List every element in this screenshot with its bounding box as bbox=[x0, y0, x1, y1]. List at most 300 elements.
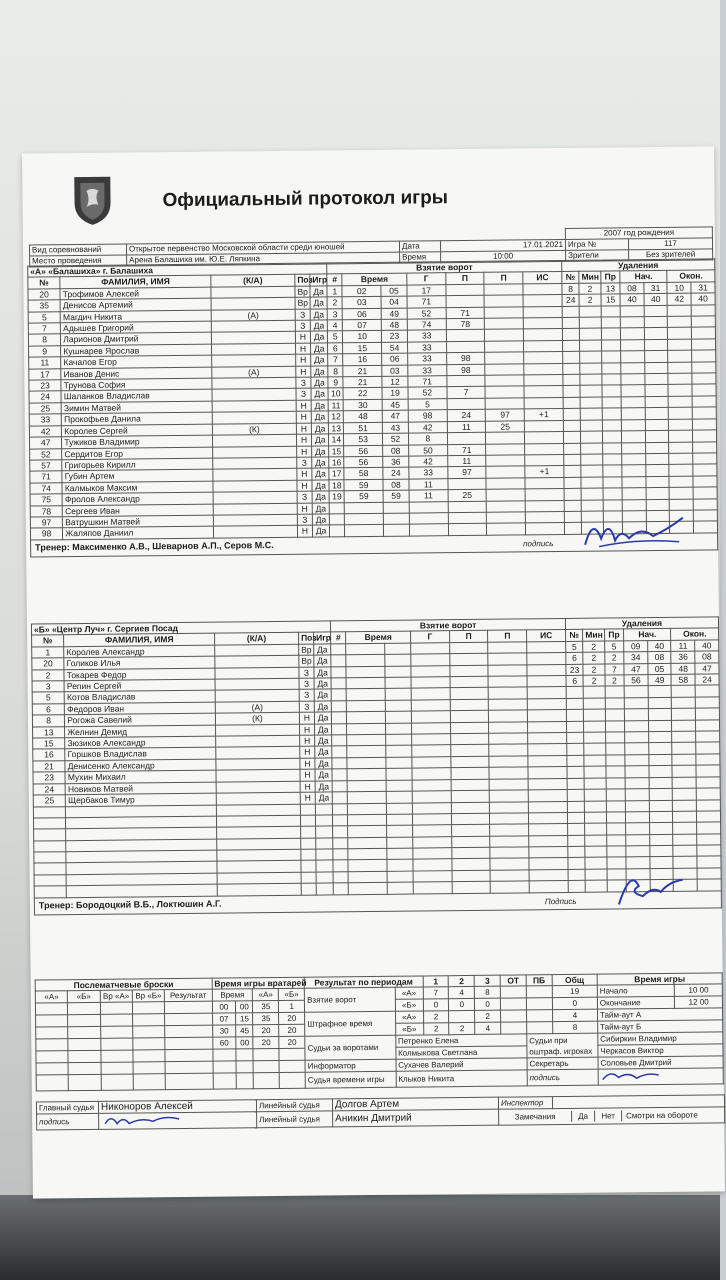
goal-minute: 53 bbox=[344, 433, 383, 445]
pen-reason bbox=[605, 743, 624, 755]
goal-number bbox=[331, 655, 346, 667]
pen-minutes bbox=[579, 317, 601, 329]
pen-reason bbox=[605, 732, 624, 744]
goal-assist-1 bbox=[450, 676, 489, 688]
head-ref-signature-mark bbox=[101, 1113, 181, 1126]
pen-start-sec bbox=[644, 339, 668, 351]
goal-judge-1: Петренко Елена bbox=[395, 1034, 526, 1047]
goal-assist-2: 97 bbox=[486, 409, 525, 421]
col-assist-2: П bbox=[484, 272, 523, 284]
pen-reason bbox=[605, 686, 624, 698]
goals-team-a-label: «А» bbox=[395, 987, 423, 999]
goal-situation bbox=[524, 340, 563, 352]
goal-assist-1 bbox=[446, 341, 485, 353]
goal-assist-1 bbox=[448, 524, 487, 536]
pen-minutes bbox=[585, 869, 607, 881]
end-value: 12 00 bbox=[675, 996, 723, 1008]
goal-number bbox=[331, 644, 346, 656]
goal-situation bbox=[528, 721, 567, 733]
informer-value: Сухачев Валерий bbox=[396, 1058, 527, 1071]
pen-start-sec bbox=[646, 487, 670, 499]
venue-label: Место проведения bbox=[30, 255, 127, 267]
pen-start-min bbox=[621, 396, 645, 408]
goal-assist-2 bbox=[485, 307, 524, 319]
goal-second bbox=[386, 757, 412, 769]
goal-number bbox=[332, 769, 347, 781]
col-goal-number: # bbox=[331, 632, 346, 644]
period-1-header: 1 bbox=[423, 976, 449, 988]
start-value: 10 00 bbox=[675, 984, 723, 996]
pen-minutes bbox=[581, 477, 603, 489]
pen-player bbox=[563, 431, 580, 443]
player-number: 5 bbox=[28, 311, 60, 323]
team-b-table bbox=[31, 616, 722, 898]
pen-start-min bbox=[625, 720, 649, 732]
pen-player bbox=[567, 801, 584, 813]
goals-a-p3: 8 bbox=[475, 987, 501, 999]
pen-reason bbox=[601, 340, 620, 352]
summary-section bbox=[35, 972, 725, 1131]
goal-situation bbox=[525, 477, 564, 489]
goal-assist-2 bbox=[486, 489, 525, 501]
col-played: Игр bbox=[310, 274, 327, 286]
player-role bbox=[213, 514, 297, 526]
pen-start-sec bbox=[645, 373, 669, 385]
pen-minutes bbox=[584, 709, 606, 721]
goal-minute: 16 bbox=[343, 354, 382, 366]
goals-b-p1: 0 bbox=[423, 999, 449, 1011]
player-number: 24 bbox=[33, 783, 65, 795]
player-name: Ларионов Дмитрий bbox=[61, 333, 212, 346]
goal-minute bbox=[345, 525, 384, 537]
pen-end-sec bbox=[694, 521, 718, 533]
goal-number bbox=[331, 666, 346, 678]
goal-situation bbox=[529, 858, 568, 870]
team-b-title: «Б» «Центр Луч» г. Сергиев Посад bbox=[31, 621, 330, 636]
goal-assist-1: 98 bbox=[446, 353, 485, 365]
player-number: 15 bbox=[33, 738, 65, 750]
col-pen-start: Нач. bbox=[624, 629, 671, 641]
goal-situation bbox=[523, 318, 562, 330]
player-played: Да bbox=[315, 758, 332, 770]
pen-start-sec bbox=[649, 800, 673, 812]
player-position: Н bbox=[296, 423, 311, 435]
team-a-sign-label: подпись bbox=[523, 538, 554, 549]
pen-end-sec bbox=[692, 339, 716, 351]
goal-second bbox=[387, 871, 413, 883]
player-position bbox=[301, 849, 316, 861]
player-played: Да bbox=[312, 457, 329, 469]
pen-player bbox=[563, 374, 580, 386]
pen-end-min: 42 bbox=[667, 293, 691, 305]
goal-minute bbox=[348, 871, 387, 883]
goal-scorer bbox=[409, 513, 448, 525]
player-number bbox=[33, 806, 65, 818]
goal-minute bbox=[348, 860, 387, 872]
goal-minute: 58 bbox=[344, 468, 383, 480]
pen-minutes bbox=[584, 732, 606, 744]
player-played bbox=[316, 883, 333, 895]
goal-assist-2 bbox=[485, 341, 524, 353]
goal-second: 52 bbox=[383, 433, 409, 445]
goal-scorer bbox=[413, 848, 452, 860]
pen-start-min bbox=[622, 454, 646, 466]
date-label: Дата bbox=[399, 241, 440, 252]
pen-start-min bbox=[621, 328, 645, 340]
goal-number bbox=[330, 525, 345, 537]
goal-minute bbox=[346, 677, 385, 689]
team-b-penalties-title: Удаления bbox=[565, 617, 718, 630]
pen-end-sec: 08 bbox=[695, 651, 719, 663]
pen-end-sec bbox=[693, 510, 717, 522]
col-name: ФАМИЛИЯ, ИМЯ bbox=[60, 276, 211, 289]
player-role bbox=[216, 770, 300, 782]
pen-reason: 15 bbox=[601, 294, 620, 306]
player-number: 71 bbox=[30, 471, 62, 483]
player-name: Рогожа Савелий bbox=[65, 713, 216, 726]
player-role: (К) bbox=[212, 423, 296, 435]
player-number: 11 bbox=[29, 357, 61, 369]
goal-assist-1: 71 bbox=[446, 307, 485, 319]
col-pen-end: Окон. bbox=[667, 270, 715, 282]
pen-minutes bbox=[581, 465, 603, 477]
goalie-row-3-b: 20 bbox=[279, 1025, 305, 1037]
player-played: Да bbox=[314, 701, 331, 713]
goal-number: 12 bbox=[329, 411, 344, 423]
pen-start-min bbox=[624, 697, 648, 709]
player-number: 8 bbox=[32, 715, 64, 727]
pim-a-total: 4 bbox=[552, 1010, 597, 1022]
goals-b-total: 0 bbox=[552, 998, 597, 1010]
goal-assist-2 bbox=[488, 664, 527, 676]
goal-second: 12 bbox=[382, 376, 408, 388]
player-played: Да bbox=[312, 468, 329, 480]
player-played: Да bbox=[314, 678, 331, 690]
pen-end-min bbox=[669, 419, 693, 431]
goal-number: 18 bbox=[329, 479, 344, 491]
pen-start-sec bbox=[645, 362, 669, 374]
goal-scorer: 33 bbox=[408, 353, 447, 365]
player-played: Да bbox=[311, 411, 328, 423]
goal-assist-1 bbox=[451, 825, 490, 837]
player-role bbox=[215, 644, 299, 656]
goal-number bbox=[332, 723, 347, 735]
game-label: Игра № bbox=[565, 239, 628, 251]
goal-assist-1 bbox=[451, 813, 490, 825]
pen-end-min bbox=[673, 777, 697, 789]
player-position: З bbox=[299, 678, 314, 690]
pen-minutes bbox=[585, 812, 607, 824]
pen-start-min: 40 bbox=[620, 294, 644, 306]
team-a-penalties-title: Удаления bbox=[562, 259, 715, 272]
pen-end-min: 48 bbox=[671, 663, 695, 675]
player-name bbox=[66, 884, 217, 897]
player-position: Н bbox=[297, 503, 312, 515]
pen-start-sec: 05 bbox=[648, 663, 672, 675]
player-number: 98 bbox=[30, 528, 62, 540]
goal-assist-2 bbox=[490, 870, 529, 882]
player-role bbox=[213, 469, 297, 481]
goal-assist-1 bbox=[448, 478, 487, 490]
pen-minutes bbox=[580, 329, 602, 341]
pen-start-sec bbox=[648, 686, 672, 698]
goal-scorer bbox=[412, 757, 451, 769]
goal-assist-1: 24 bbox=[447, 410, 486, 422]
goal-scorer bbox=[412, 734, 451, 746]
player-position: Н bbox=[297, 468, 312, 480]
goal-minute: 59 bbox=[344, 490, 383, 502]
goal-assist-2 bbox=[488, 642, 527, 654]
player-position bbox=[300, 815, 315, 827]
goal-number: 6 bbox=[328, 343, 343, 355]
goal-assist-1 bbox=[448, 512, 487, 524]
player-name: Королев Александр bbox=[64, 645, 215, 658]
goal-scorer: 71 bbox=[408, 376, 447, 388]
player-role bbox=[216, 758, 300, 770]
col-pen-number: № bbox=[566, 630, 583, 642]
overtime-header: ОТ bbox=[500, 975, 526, 987]
penalty-judge-2: Черкасов Виктор bbox=[598, 1044, 723, 1057]
player-position bbox=[301, 826, 316, 838]
pen-reason bbox=[605, 709, 624, 721]
pen-start-min: 56 bbox=[624, 675, 648, 687]
player-number: 5 bbox=[32, 692, 64, 704]
goalie-row-3-sec: 45 bbox=[236, 1025, 253, 1037]
pen-end-min: 10 bbox=[667, 282, 691, 294]
player-position: З bbox=[299, 701, 314, 713]
goal-minute bbox=[345, 513, 384, 525]
game-time-title: Время игры bbox=[597, 973, 722, 986]
player-number: 42 bbox=[29, 425, 61, 437]
pen-reason bbox=[602, 374, 621, 386]
pen-end-sec: 24 bbox=[695, 674, 719, 686]
goal-assist-1 bbox=[451, 756, 490, 768]
goals-b-so bbox=[526, 998, 552, 1010]
goal-situation bbox=[525, 432, 564, 444]
col-played: Игр bbox=[314, 632, 331, 644]
secretary-sign-label: подпись bbox=[527, 1070, 598, 1087]
goal-situation bbox=[529, 869, 568, 881]
player-played: Да bbox=[314, 644, 331, 656]
player-role bbox=[212, 343, 296, 355]
pen-start-min bbox=[625, 800, 649, 812]
summary-table bbox=[35, 972, 724, 1092]
goal-minute bbox=[347, 723, 386, 735]
informer-label: Информатор bbox=[305, 1060, 396, 1073]
pen-start-sec bbox=[645, 442, 669, 454]
player-role: (А) bbox=[211, 309, 295, 321]
goal-scorer bbox=[413, 836, 452, 848]
player-number: 17 bbox=[29, 368, 61, 380]
pim-a-p3: 2 bbox=[475, 1011, 501, 1023]
goal-number: 8 bbox=[328, 365, 343, 377]
see-back-label: Смотри на обороте bbox=[626, 1111, 698, 1121]
goal-scorer bbox=[412, 745, 451, 757]
pen-minutes bbox=[581, 454, 603, 466]
goal-minute bbox=[346, 655, 385, 667]
col-pen-reason: Пр bbox=[604, 629, 623, 641]
player-number: 20 bbox=[32, 658, 64, 670]
pen-end-min bbox=[669, 442, 693, 454]
goal-number: 4 bbox=[328, 320, 343, 332]
pen-end-min bbox=[673, 811, 697, 823]
goal-situation bbox=[525, 420, 564, 432]
goal-situation bbox=[524, 397, 563, 409]
pen-end-min bbox=[673, 845, 697, 857]
goal-situation bbox=[527, 687, 566, 699]
player-position: З bbox=[299, 667, 314, 679]
pim-a-p2 bbox=[449, 1011, 475, 1023]
player-role bbox=[213, 491, 297, 503]
penalty-judge-1: Сибиркин Владимир bbox=[598, 1032, 723, 1045]
goal-number bbox=[330, 514, 345, 526]
head-ref-signature bbox=[99, 1112, 257, 1130]
venue-value: Арена Балашиха им. Ю.Е. Ляпкина bbox=[127, 252, 400, 266]
player-role bbox=[216, 815, 300, 827]
pen-end-sec bbox=[696, 788, 720, 800]
player-name: Денисенко Александр bbox=[65, 759, 216, 772]
goals-row-label: Взятие ворот bbox=[304, 988, 395, 1013]
player-number bbox=[34, 875, 66, 887]
player-role bbox=[212, 377, 296, 389]
pen-minutes bbox=[583, 698, 605, 710]
goal-assist-1 bbox=[449, 642, 488, 654]
pen-start-sec bbox=[646, 465, 670, 477]
player-number: 16 bbox=[33, 749, 65, 761]
player-name: Прокофьев Данила bbox=[62, 412, 213, 425]
col-pen-minutes: Мин bbox=[583, 629, 605, 641]
competition-label: Вид соревнований bbox=[29, 244, 126, 256]
linesman-1-value: Долгов Артем bbox=[332, 1098, 498, 1112]
goal-second bbox=[387, 882, 413, 894]
player-position: Н bbox=[300, 769, 315, 781]
pen-end-min bbox=[673, 788, 697, 800]
player-played: Да bbox=[315, 746, 332, 758]
player-name: Новиков Матвей bbox=[65, 782, 216, 795]
pen-start-min bbox=[622, 442, 646, 454]
player-role bbox=[211, 286, 295, 298]
player-number: 9 bbox=[29, 346, 61, 358]
goal-second bbox=[386, 746, 412, 758]
player-role bbox=[216, 735, 300, 747]
goal-situation bbox=[525, 489, 564, 501]
period-3-header: 3 bbox=[474, 975, 500, 987]
goal-situation bbox=[524, 375, 563, 387]
pen-end-min bbox=[672, 686, 696, 698]
player-position: З bbox=[299, 690, 314, 702]
team-b-sign-label: Подпись bbox=[544, 896, 577, 906]
player-number bbox=[34, 852, 66, 864]
goal-second: 47 bbox=[382, 410, 408, 422]
goal-assist-1: 11 bbox=[447, 421, 486, 433]
player-name: Калмыков Максим bbox=[62, 481, 213, 494]
col-pen-start: Нач. bbox=[620, 271, 667, 283]
goal-second: 48 bbox=[381, 319, 407, 331]
pen-minutes bbox=[585, 823, 607, 835]
pen-end-min bbox=[668, 350, 692, 362]
goal-scorer bbox=[412, 814, 451, 826]
goal-assist-1 bbox=[450, 665, 489, 677]
goals-a-ot bbox=[500, 986, 526, 998]
player-role bbox=[217, 849, 301, 861]
pen-end-sec bbox=[697, 879, 721, 891]
goal-assist-2 bbox=[485, 364, 524, 376]
goal-second bbox=[387, 860, 413, 872]
pen-reason bbox=[602, 397, 621, 409]
pen-start-min: 34 bbox=[624, 652, 648, 664]
end-label: Окончание bbox=[597, 997, 675, 1010]
goal-minute: 59 bbox=[344, 479, 383, 491]
shootout-col-gk-b: Вр «Б» bbox=[132, 990, 164, 1002]
goal-second bbox=[383, 502, 409, 514]
pen-reason bbox=[601, 317, 620, 329]
goal-number: 14 bbox=[329, 434, 344, 446]
pen-start-min bbox=[621, 362, 645, 374]
goal-minute bbox=[348, 848, 387, 860]
goal-scorer bbox=[412, 825, 451, 837]
player-name: Мухин Михаил bbox=[65, 770, 216, 783]
player-role bbox=[213, 526, 297, 538]
shootout-col-result: Результат bbox=[164, 990, 212, 1002]
pen-start-sec bbox=[649, 788, 673, 800]
goal-assist-2 bbox=[484, 295, 523, 307]
player-position: З bbox=[296, 377, 311, 389]
goal-assist-1: 25 bbox=[448, 489, 487, 501]
goal-situation bbox=[524, 352, 563, 364]
player-number: 6 bbox=[32, 704, 64, 716]
goal-minute bbox=[346, 643, 385, 655]
team-a-title: «А» «Балашиха» г. Балашиха bbox=[28, 263, 327, 278]
goal-second bbox=[386, 768, 412, 780]
player-position: Н bbox=[295, 343, 310, 355]
goal-situation bbox=[527, 698, 566, 710]
pen-end-sec: 40 bbox=[695, 640, 719, 652]
goal-scorer bbox=[412, 779, 451, 791]
goal-second bbox=[386, 780, 412, 792]
player-role bbox=[213, 446, 297, 458]
player-name: Тужиков Владимир bbox=[62, 435, 213, 448]
goal-number bbox=[329, 502, 344, 514]
goal-scorer bbox=[413, 871, 452, 883]
goal-assist-2 bbox=[487, 500, 526, 512]
goalie-row-1-a: 35 bbox=[253, 1001, 279, 1013]
player-name: Григорьев Кирилл bbox=[62, 458, 213, 471]
goal-assist-1 bbox=[450, 722, 489, 734]
goalie-row-3-min: 30 bbox=[212, 1025, 236, 1037]
pen-end-sec bbox=[693, 453, 717, 465]
goal-scorer: 33 bbox=[408, 364, 447, 376]
goal-minute bbox=[347, 780, 386, 792]
pim-team-b-label: «Б» bbox=[395, 1023, 423, 1035]
goal-assist-2 bbox=[489, 710, 528, 722]
pen-player bbox=[563, 397, 580, 409]
pen-reason bbox=[603, 488, 622, 500]
player-name: Щербаков Тимур bbox=[66, 793, 217, 806]
goal-assist-1 bbox=[446, 284, 485, 296]
time-label: Время bbox=[400, 252, 441, 263]
player-number: 33 bbox=[29, 414, 61, 426]
pim-b-total: 8 bbox=[552, 1022, 597, 1034]
goalie-row-1-min: 00 bbox=[212, 1001, 236, 1013]
player-name: Трофимов Алексей bbox=[60, 287, 211, 300]
pen-player bbox=[567, 744, 584, 756]
pen-start-min bbox=[626, 846, 650, 858]
goal-minute bbox=[347, 700, 386, 712]
pen-end-min bbox=[672, 743, 696, 755]
pen-end-min bbox=[672, 765, 696, 777]
player-played bbox=[316, 860, 333, 872]
pen-player bbox=[567, 789, 584, 801]
